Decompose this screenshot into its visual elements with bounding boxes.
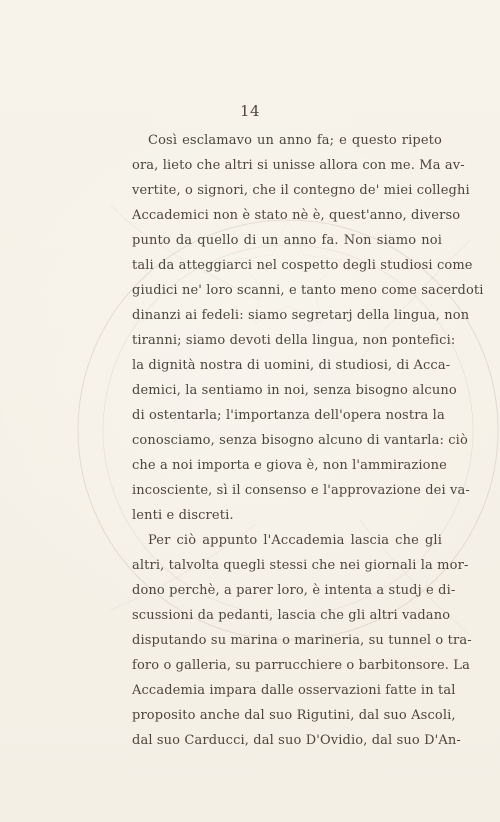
text-line: dinanzi ai fedeli: siamo segretarj della lingua, non xyxy=(132,308,470,323)
text-line: giudici ne' loro scanni, e tanto meno come sacerdoti xyxy=(132,283,484,298)
main-text xyxy=(132,128,484,753)
paragraph-1 xyxy=(132,128,484,528)
page-number: 14 xyxy=(239,102,261,120)
text-line: proposito anche dal suo Rigutini, dal suo Ascoli, xyxy=(132,708,456,723)
text-line: dal suo Carducci, dal suo D'Ovidio, dal suo D'An- xyxy=(132,733,461,748)
text-line: demici, la sentiamo in noi, senza bisogno alcuno xyxy=(132,383,457,398)
text-line: Per ciò appunto l'Accademia lascia che gli xyxy=(148,533,442,548)
text-line: ora, lieto che altri si unisse allora con me. Ma av- xyxy=(132,158,465,173)
text-line: foro o galleria, su parrucchiere o barbitonsore. La xyxy=(132,658,470,673)
text-line: lenti e discreti. xyxy=(132,508,234,523)
text-line: disputando su marina o marineria, su tunnel o tra- xyxy=(132,633,472,648)
text-line: dono perchè, a parer loro, è intenta a studj e di- xyxy=(132,583,456,598)
text-line: Accademia impara dalle osservazioni fatte in tal xyxy=(132,683,456,698)
text-line: che a noi importa e giova è, non l'ammirazione xyxy=(132,458,447,473)
text-line: punto da quello di un anno fa. Non siamo noi xyxy=(132,233,442,248)
text-line: conosciamo, senza bisogno alcuno di vantarla: ciò xyxy=(132,433,468,448)
text-line: tiranni; siamo devoti della lingua, non pontefici: xyxy=(132,333,456,348)
text-line: scussioni da pedanti, lascia che gli altri vadano xyxy=(132,608,451,623)
text-line: la dignità nostra di uomini, di studiosi, di Acca- xyxy=(132,358,451,373)
text-line: Accademici non è stato nè è, quest'anno, diverso xyxy=(132,208,461,223)
text-line: incosciente, sì il consenso e l'approvazione dei va- xyxy=(132,483,470,498)
paragraph-2 xyxy=(132,528,472,753)
text-line: Così esclamavo un anno fa; e questo ripeto xyxy=(148,133,442,148)
text-line: di ostentarla; l'importanza dell'opera nostra la xyxy=(132,408,445,423)
text-line: tali da atteggiarci nel cospetto degli studiosi come xyxy=(132,258,473,273)
text-line: vertite, o signori, che il contegno de' miei colleghi xyxy=(132,183,470,198)
text-line: altri, talvolta quegli stessi che nei giornali la mor- xyxy=(132,558,469,573)
